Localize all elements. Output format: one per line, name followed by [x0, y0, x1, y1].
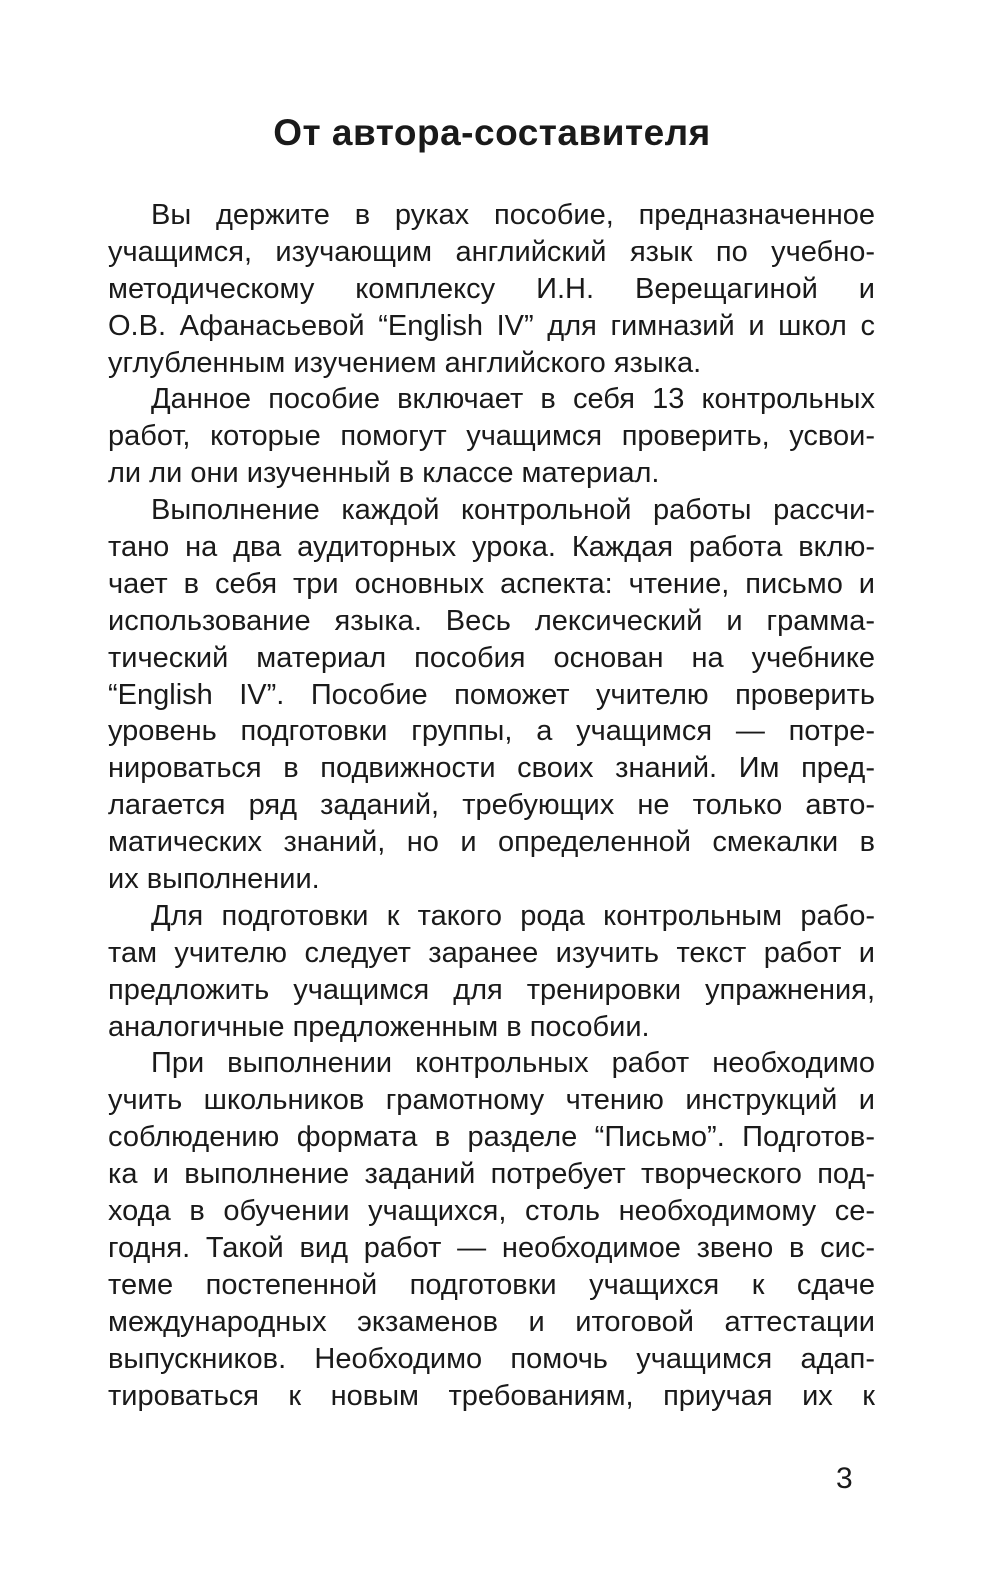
text-line: О.В. Афанасьевой “English IV” для гимназий и школ с — [108, 309, 875, 342]
text-line: тано на два аудиторных урока. Каждая работа вклю- — [108, 531, 875, 564]
text-line: предложить учащимся для тренировки упражнения, — [108, 973, 875, 1006]
text-line: матических знаний, но и определенной смекалки в — [108, 826, 875, 859]
text-line: соблюдению формата в разделе “Письмо”. Подготов- — [108, 1121, 875, 1154]
text-line: Вы держите в руках пособие, предназначенное — [151, 199, 875, 231]
text-line: международных экзаменов и итоговой аттестации — [108, 1305, 875, 1338]
text-line: ли ли они изученный в классе материал. — [108, 457, 660, 490]
text-line: учащимся, изучающим английский язык по учебно- — [108, 235, 875, 268]
text-line: “English IV”. Пособие поможет учителю проверить — [108, 678, 875, 711]
text-line: чает в себя три основных аспекта: чтение, письмо и — [108, 567, 875, 600]
text-line: выпускников. Необходимо помочь учащимся адап- — [108, 1342, 875, 1375]
text-line: Данное пособие включает в себя 13 контрольных — [151, 383, 875, 416]
text-line: тический материал пособия основан на учебнике — [108, 641, 875, 674]
text-line: годня. Такой вид работ — необходимое звено в сис- — [108, 1231, 875, 1264]
text-line: При выполнении контрольных работ необходимо — [151, 1047, 875, 1080]
page-title: От автора-составителя — [273, 112, 711, 153]
text-line: лагается ряд заданий, требующих не только авто- — [108, 789, 875, 822]
text-line: тироваться к новым требованиям, приучая их к — [108, 1379, 875, 1412]
text-line: ка и выполнение заданий потребует творческого под- — [108, 1158, 875, 1191]
body-text — [108, 197, 875, 1414]
text-line: хода в обучении учащихся, столь необходимому се- — [108, 1195, 875, 1228]
text-line: использование языка. Весь лексический и грамма- — [108, 604, 875, 637]
text-line: уровень подготовки группы, а учащимся — потре- — [108, 715, 875, 748]
text-line: учить школьников грамотному чтению инструкций и — [108, 1084, 875, 1117]
page-number: 3 — [836, 1462, 853, 1495]
text-line: теме постепенной подготовки учащихся к сдаче — [108, 1268, 875, 1301]
text-line: углубленным изучением английского языка. — [108, 346, 702, 379]
text-line: работ, которые помогут учащимся проверить, усвои- — [108, 420, 875, 453]
text-line: Для подготовки к такого рода контрольным рабо- — [151, 899, 875, 932]
text-line: нироваться в подвижности своих знаний. Им пред- — [108, 752, 875, 785]
text-line: их выполнении. — [108, 863, 320, 896]
text-line: Выполнение каждой контрольной работы рассчи- — [151, 494, 875, 527]
text-line: там учителю следует заранее изучить текст работ и — [108, 936, 875, 969]
text-line: методическому комплексу И.Н. Верещагиной и — [108, 272, 875, 305]
text-line: аналогичные предложенным в пособии. — [108, 1010, 650, 1043]
